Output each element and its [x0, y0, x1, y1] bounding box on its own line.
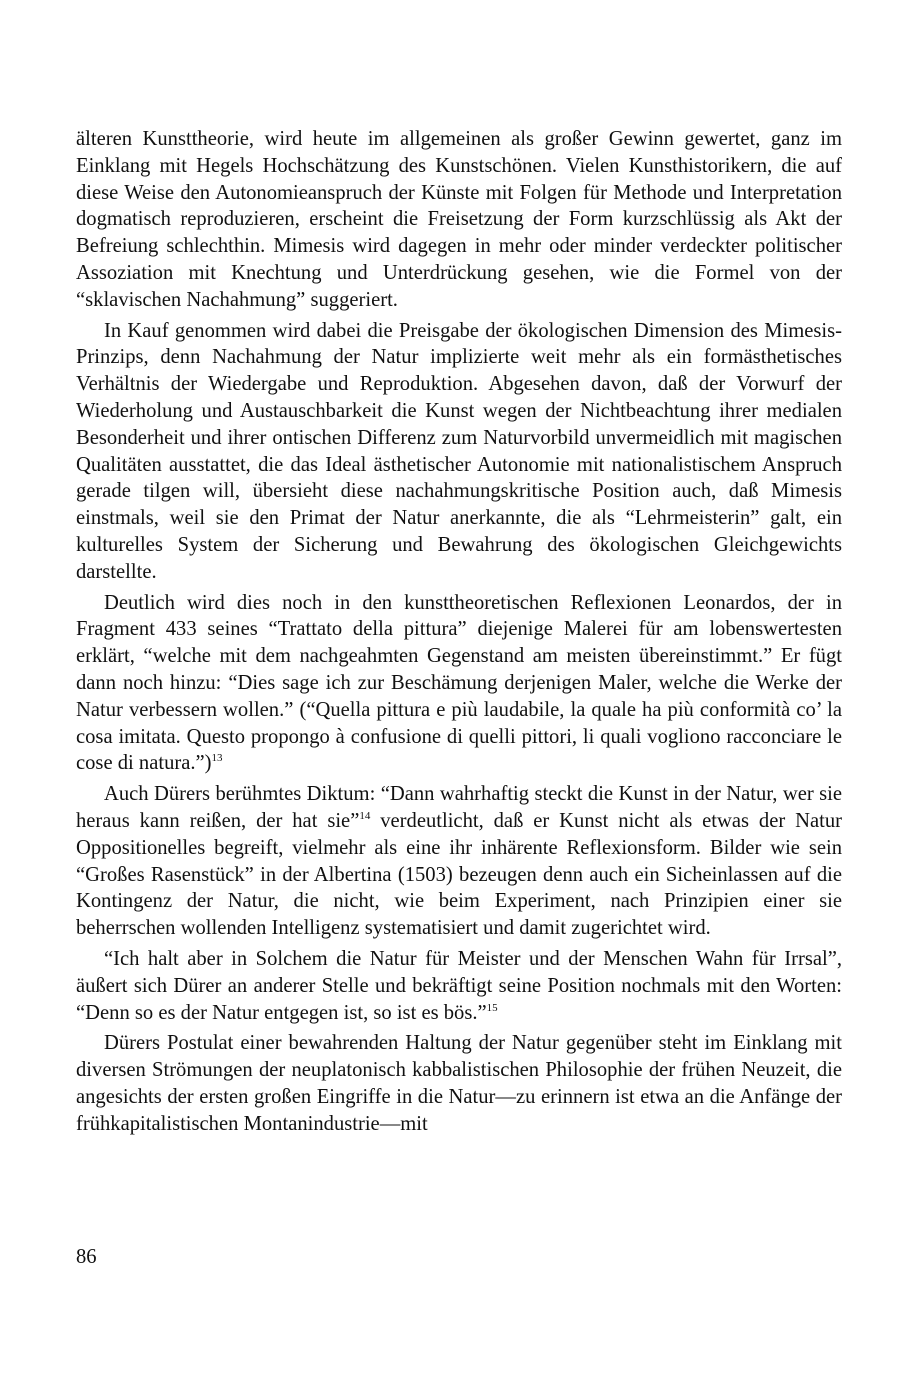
paragraph-5: “Ich halt aber in Solchem die Natur für Meister und der Menschen Wahn für Irrsal”, äußert sich Dürer an anderer Stelle und bekräftigt seine Position nochmals mit den Worten: “Denn so es der Natur entgegen ist, so ist es bös.”$^{15}$: [76, 947, 842, 1024]
footnote-ref-15: 15: [486, 1001, 498, 1014]
page-number: 86: [76, 1246, 97, 1268]
footnote-ref-14: 14: [359, 809, 371, 822]
paragraph-4: Auch Dürers berühmtes Diktum: “Dann wahrhaftig steckt die Kunst in der Natur, wer sie heraus kann reißen, der hat sie”$^{14}$ verdeutlicht, daß er Kunst nicht als etwas der Natur Oppositionelles begreift, vielmehr als eine ihr inhärente Reflexionsform. Bilder wie sein “Großes Rasenstück” in der Albertina (1503) bezeugen denn auch ein Sicheinlassen auf die Kontingenz der Natur, die nicht, wie beim Experiment, nach Prinzipien einer sie beherrschen wollenden Intelligenz systematisiert und damit zugerichtet wird.: [76, 783, 842, 940]
paragraph-2: In Kauf genommen wird dabei die Preisgabe der ökologischen Dimension des Mimesis-Prinzips, denn Nachahmung der Natur implizierte weit mehr als ein formästhetisches Verhältnis der Wiedergabe und Reproduktion. Abgesehen davon, daß der Vorwurf der Wiederholung und Austauschbarkeit die Kunst wegen der Nichtbeachtung ihrer medialen Besonderheit und ihrer ontischen Differenz zum Naturvorbild unvermeidlich mit magischen Qualitäten ausstattet, die das Ideal ästhetischer Autonomie mit nationalistischem Anspruch gerade tilgen will, übersieht diese nachahmungskritische Position auch, daß Mimesis einstmals, weil sie den Primat der Natur anerkannte, die als “Lehrmeisterin” galt, ein kulturelles System der Sicherung und Bewahrung des ökologischen Gleichgewichts darstellte.: [76, 319, 842, 583]
footnote-ref-13: 13: [211, 752, 223, 765]
page-body: [76, 126, 842, 1141]
paragraph-1: älteren Kunsttheorie, wird heute im allgemeinen als großer Gewinn gewertet, ganz im Einklang mit Hegels Hochschätzung des Kunstschönen. Vielen Kunsthistorikern, die auf diese Weise den Autonomieanspruch der Künste mit Folgen für Methode und Interpretation dogmatisch reproduzieren, erscheint die Freisetzung der Form kurzschlüssig als Akt der Befreiung schlechthin. Mimesis wird dagegen in mehr oder minder verdeckter politischer Assoziation mit Knechtung und Unterdrückung gesehen, wie die Formel von der “sklavischen Nachahmung” suggeriert.: [76, 128, 842, 311]
paragraph-6: Dürers Postulat einer bewahrenden Haltung der Natur gegenüber steht im Einklang mit diversen Strömungen der neuplatonisch kabbalistischen Philosophie der frühen Neuzeit, die angesichts der ersten großen Eingriffe in die Natur—zu erinnern ist etwa an die Anfänge der frühkapitalistischen Montanindustrie—mit: [76, 1032, 842, 1135]
paragraph-3: Deutlich wird dies noch in den kunsttheoretischen Reflexionen Leonardos, der in Fragment 433 seines “Trattato della pittura” diejenige Malerei für am lobenswertesten erklärt, “welche mit dem nachgeahmten Gegenstand am meisten übereinstimmt.” Er fügt dann noch hinzu: “Dies sage ich zur Beschämung derjenigen Maler, welche die Werke der Natur verbessern wollen.” (“Quella pittura e più laudabile, la quale ha più conformità co’ la cosa imitata. Questo propongo à confusione di quelli pittori, li quali vogliono racconciare le cose di natura.”)$^{13}$: [76, 591, 842, 775]
